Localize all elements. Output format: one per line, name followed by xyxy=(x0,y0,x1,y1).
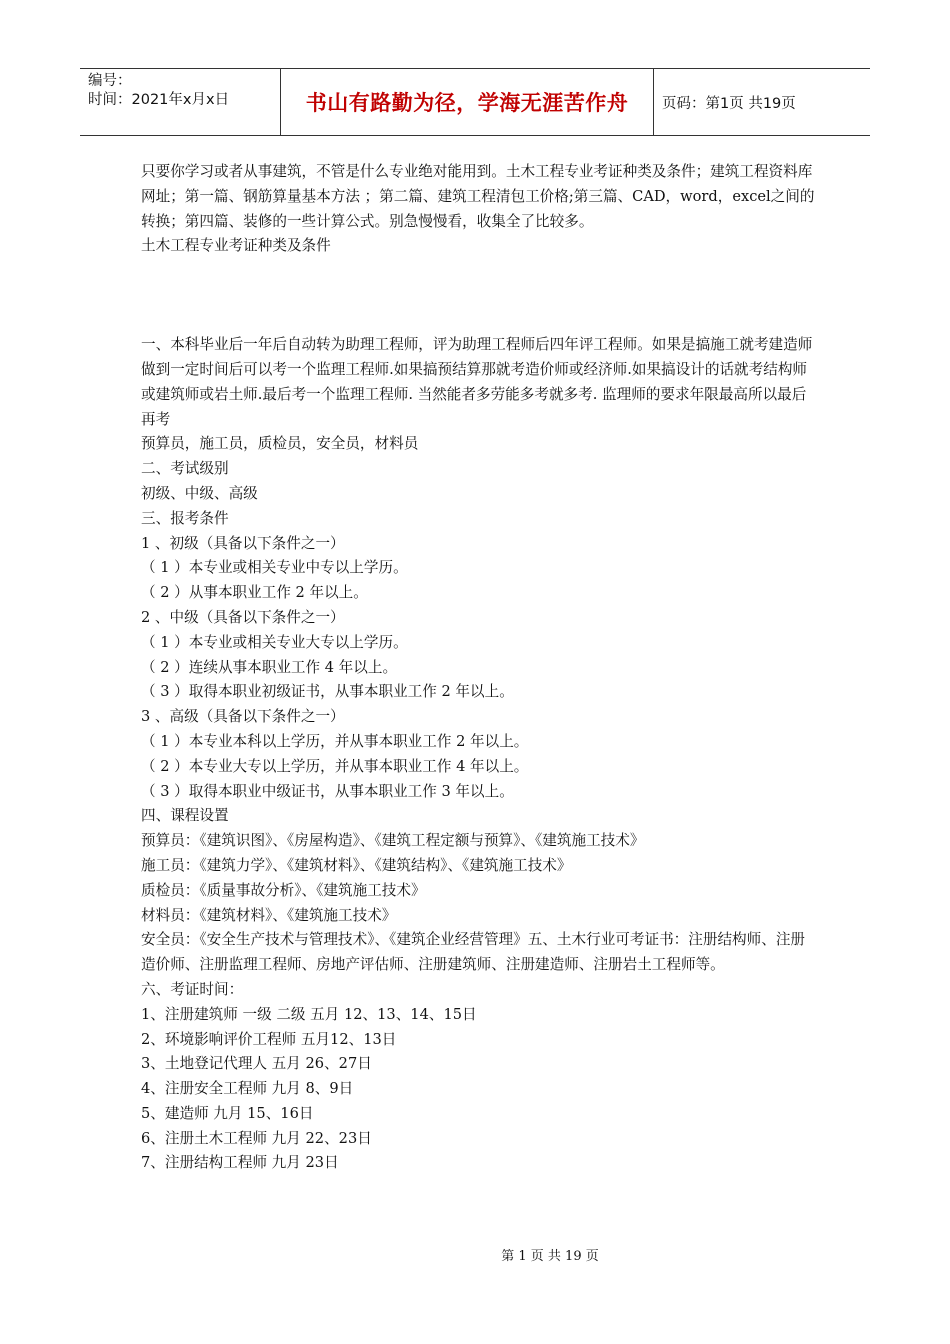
body-line: 5、建造师 九月 15、16日 xyxy=(141,1104,314,1122)
body-line: （ 3 ）取得本职业初级证书，从事本职业工作 2 年以上。 xyxy=(141,683,514,701)
section-title: 土木工程专业考证种类及条件 xyxy=(141,237,331,255)
page-footer: 第 1 页 共 19 页 xyxy=(501,1249,599,1264)
body-line: 2 、中级（具备以下条件之一） xyxy=(141,608,345,626)
body-line: （ 2 ）本专业大专以上学历，并从事本职业工作 4 年以上。 xyxy=(141,757,529,775)
body-line: 四、课程设置 xyxy=(141,807,229,825)
body-line: 一、本科毕业后一年后自动转为助理工程师，评为助理工程师后四年评工程师。如果是搞施工就考建造师做到一定时间后可以考一个监理工程师.如果搞预结算那就考造价师或经济师.如果搞设计的话就考结构师或建筑师或岩土师.最后考一个监理工程师. 当然能者多劳能多考就多考. 监理师的要求年限最高所以最后再考 xyxy=(141,336,813,428)
body-line: 初级、中级、高级 xyxy=(141,484,258,502)
body-line: 3 、高级（具备以下条件之一） xyxy=(141,708,345,726)
body-lines xyxy=(141,333,819,1176)
header-meta xyxy=(80,69,281,135)
body-line: 质检员：《质量事故分析》、《建筑施工技术》 xyxy=(141,881,426,899)
body-line: 1 、初级（具备以下条件之一） xyxy=(141,534,345,552)
body-line: （ 3 ）取得本职业中级证书，从事本职业工作 3 年以上。 xyxy=(141,782,514,800)
page-header xyxy=(80,68,870,136)
body-line: 六、考证时间： xyxy=(141,980,244,998)
body-line: （ 1 ）本专业或相关专业中专以上学历。 xyxy=(141,559,408,577)
body-line: 施工员：《建筑力学》、《建筑材料》、《建筑结构》、《建筑施工技术》 xyxy=(141,856,572,874)
header-page-number: 页码：第1页 共19页 xyxy=(662,95,796,112)
body-line: （ 2 ）连续从事本职业工作 4 年以上。 xyxy=(141,658,398,676)
body-line: 材料员：《建筑材料》、《建筑施工技术》 xyxy=(141,906,397,924)
body-line: 三、报考条件 xyxy=(141,509,229,527)
body-line: 1、注册建筑师 一级 二级 五月 12、13、14、15日 xyxy=(141,1005,477,1023)
document-number: 编号： xyxy=(88,73,132,89)
body-line: 7、注册结构工程师 九月 23日 xyxy=(141,1154,339,1172)
body-line: 4、注册安全工程师 九月 8、9日 xyxy=(141,1080,354,1098)
body-line: 二、考试级别 xyxy=(141,460,229,478)
body-line: （ 2 ）从事本职业工作 2 年以上。 xyxy=(141,584,368,602)
body-line: （ 1 ）本专业本科以上学历，并从事本职业工作 2 年以上。 xyxy=(141,732,529,750)
body-line: 3、土地登记代理人 五月 26、27日 xyxy=(141,1055,372,1073)
body-line: （ 1 ）本专业或相关专业大专以上学历。 xyxy=(141,633,408,651)
body-line: 预算员，施工员，质检员，安全员，材料员 xyxy=(141,435,419,453)
intro-paragraph: 只要你学习或者从事建筑，不管是什么专业绝对能用到。土木工程专业考证种类及条件；建筑工程资料库网址；第一篇、钢筋算量基本方法 ；第二篇、建筑工程清包工价格;第三篇、CAD，word，excel之间的转换；第四篇、装修的一些计算公式。别急慢慢看，收集全了比较多。 xyxy=(141,163,815,230)
body-line: 安全员：《安全生产技术与管理技术》、《建筑企业经营管理》五、土木行业可考证书：注册结构师、注册造价师、注册监理工程师、房地产评估师、注册建筑师、注册建造师、注册岩土工程师等。 xyxy=(141,931,806,974)
body-line: 2、环境影响评价工程师 五月12、13日 xyxy=(141,1030,397,1048)
document-body xyxy=(141,160,819,1176)
blank-space xyxy=(141,259,819,333)
body-line: 6、注册土木工程师 九月 22、23日 xyxy=(141,1129,372,1147)
header-motto: 书山有路勤为径，学海无涯苦作舟 xyxy=(281,69,654,135)
body-line: 预算员：《建筑识图》、《房屋构造》、《建筑工程定额与预算》、《建筑施工技术》 xyxy=(141,832,645,850)
document-date: 时间：2021年x月x日 xyxy=(88,92,230,108)
